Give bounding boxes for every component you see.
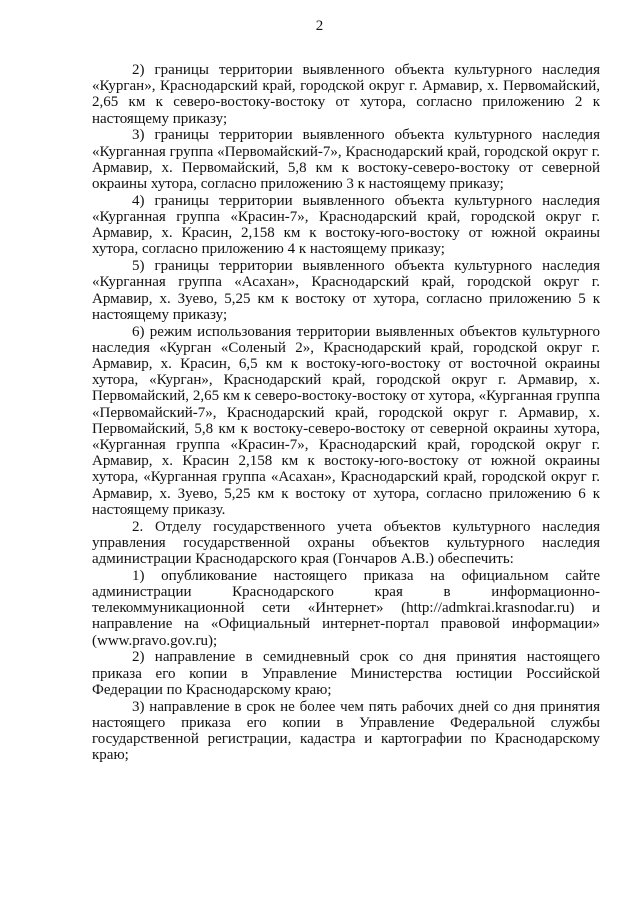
page-number: 2 (315, 18, 324, 34)
paragraph-item-6-usage-regime: 6) режим использования территории выявленных объектов культурного наследия «Курган «Соленый 2», Краснодарский край, городской округ г. Армавир, х. Красин, 6,5 км к востоку-юго-востоку от восточной окраины хутора, «Курган», Краснодарский край, городской округ г. Армавир, х. Первомайский, 2,65 км к северо-востоку-востоку от хутора, «Курганная группа «Первомайский-7», Краснодарский край, городской округ г. Армавир, х. Первомайский, 5,8 км к востоку-северо-востоку от северной окраины хутора, «Курганная группа «Красин-7», Краснодарский край, городской округ г. Армавир, х. Красин 2,158 км к востоку-юго-востоку от южной окраины хутора, «Курганная группа «Асахан», Краснодарский край, городской округ г. Армавир, х. Зуево, 5,25 км к востоку от хутора, согласно приложению 6 к настоящему приказу. (92, 323, 600, 518)
paragraph-section-2-department-duties: 2. Отделу государственного учета объектов культурного наследия управления государственной охраны объектов культурного наследия администрации Краснодарского края (Гончаров А.В.) обеспечить: (92, 518, 600, 568)
paragraph-duty-3-rosreestr: 3) направление в срок не более чем пять рабочих дней со дня принятия настоящего приказа его копии в Управление Федеральной службы государственной регистрации, кадастра и картографии по Краснодарскому краю; (92, 698, 600, 764)
paragraph-item-4-borders-krasin-7: 4) границы территории выявленного объекта культурного наследия «Курганная группа «Красин-7», Краснодарский край, городской округ г. Армавир, х. Красин, 2,158 км к востоку-юго-востоку от южной окраины хутора, согласно приложению 4 к настоящему приказу; (92, 192, 600, 258)
paragraph-item-5-borders-asakhan: 5) границы территории выявленного объекта культурного наследия «Курганная группа «Асахан», Краснодарский край, городской округ г. Армавир, х. Зуево, 5,25 км к востоку от хутора, согласно приложению 5 к настоящему приказу; (92, 258, 600, 323)
paragraph-duty-2-ministry-of-justice: 2) направление в семидневный срок со дня принятия настоящего приказа его копии в Управление Министерства юстиции Российской Федерации по Краснодарскому краю; (92, 649, 600, 698)
document-body (92, 62, 600, 764)
paragraph-item-2-borders-kurgan: 2) границы территории выявленного объекта культурного наследия «Курган», Краснодарский край, городской округ г. Армавир, х. Первомайский, 2,65 км к северо-востоку-востоку от хутора, согласно приложению 2 к настоящему приказу; (92, 62, 600, 127)
paragraph-duty-1-publication: 1) опубликование настоящего приказа на официальном сайте администрации Краснодарского края в информационно-телекоммуникационной сети «Интернет» (http://admkrai.krasnodar.ru) и направление на «Официальный интернет-портал правовой информации» (www.pravo.gov.ru); (92, 567, 600, 649)
paragraph-item-3-borders-pervomayskiy-7: 3) границы территории выявленного объекта культурного наследия «Курганная группа «Первомайский-7», Краснодарский край, городской округ г. Армавир, х. Первомайский, 5,8 км к востоку-северо-востоку от северной окраины хутора, согласно приложению 3 к настоящему приказу; (92, 127, 600, 193)
